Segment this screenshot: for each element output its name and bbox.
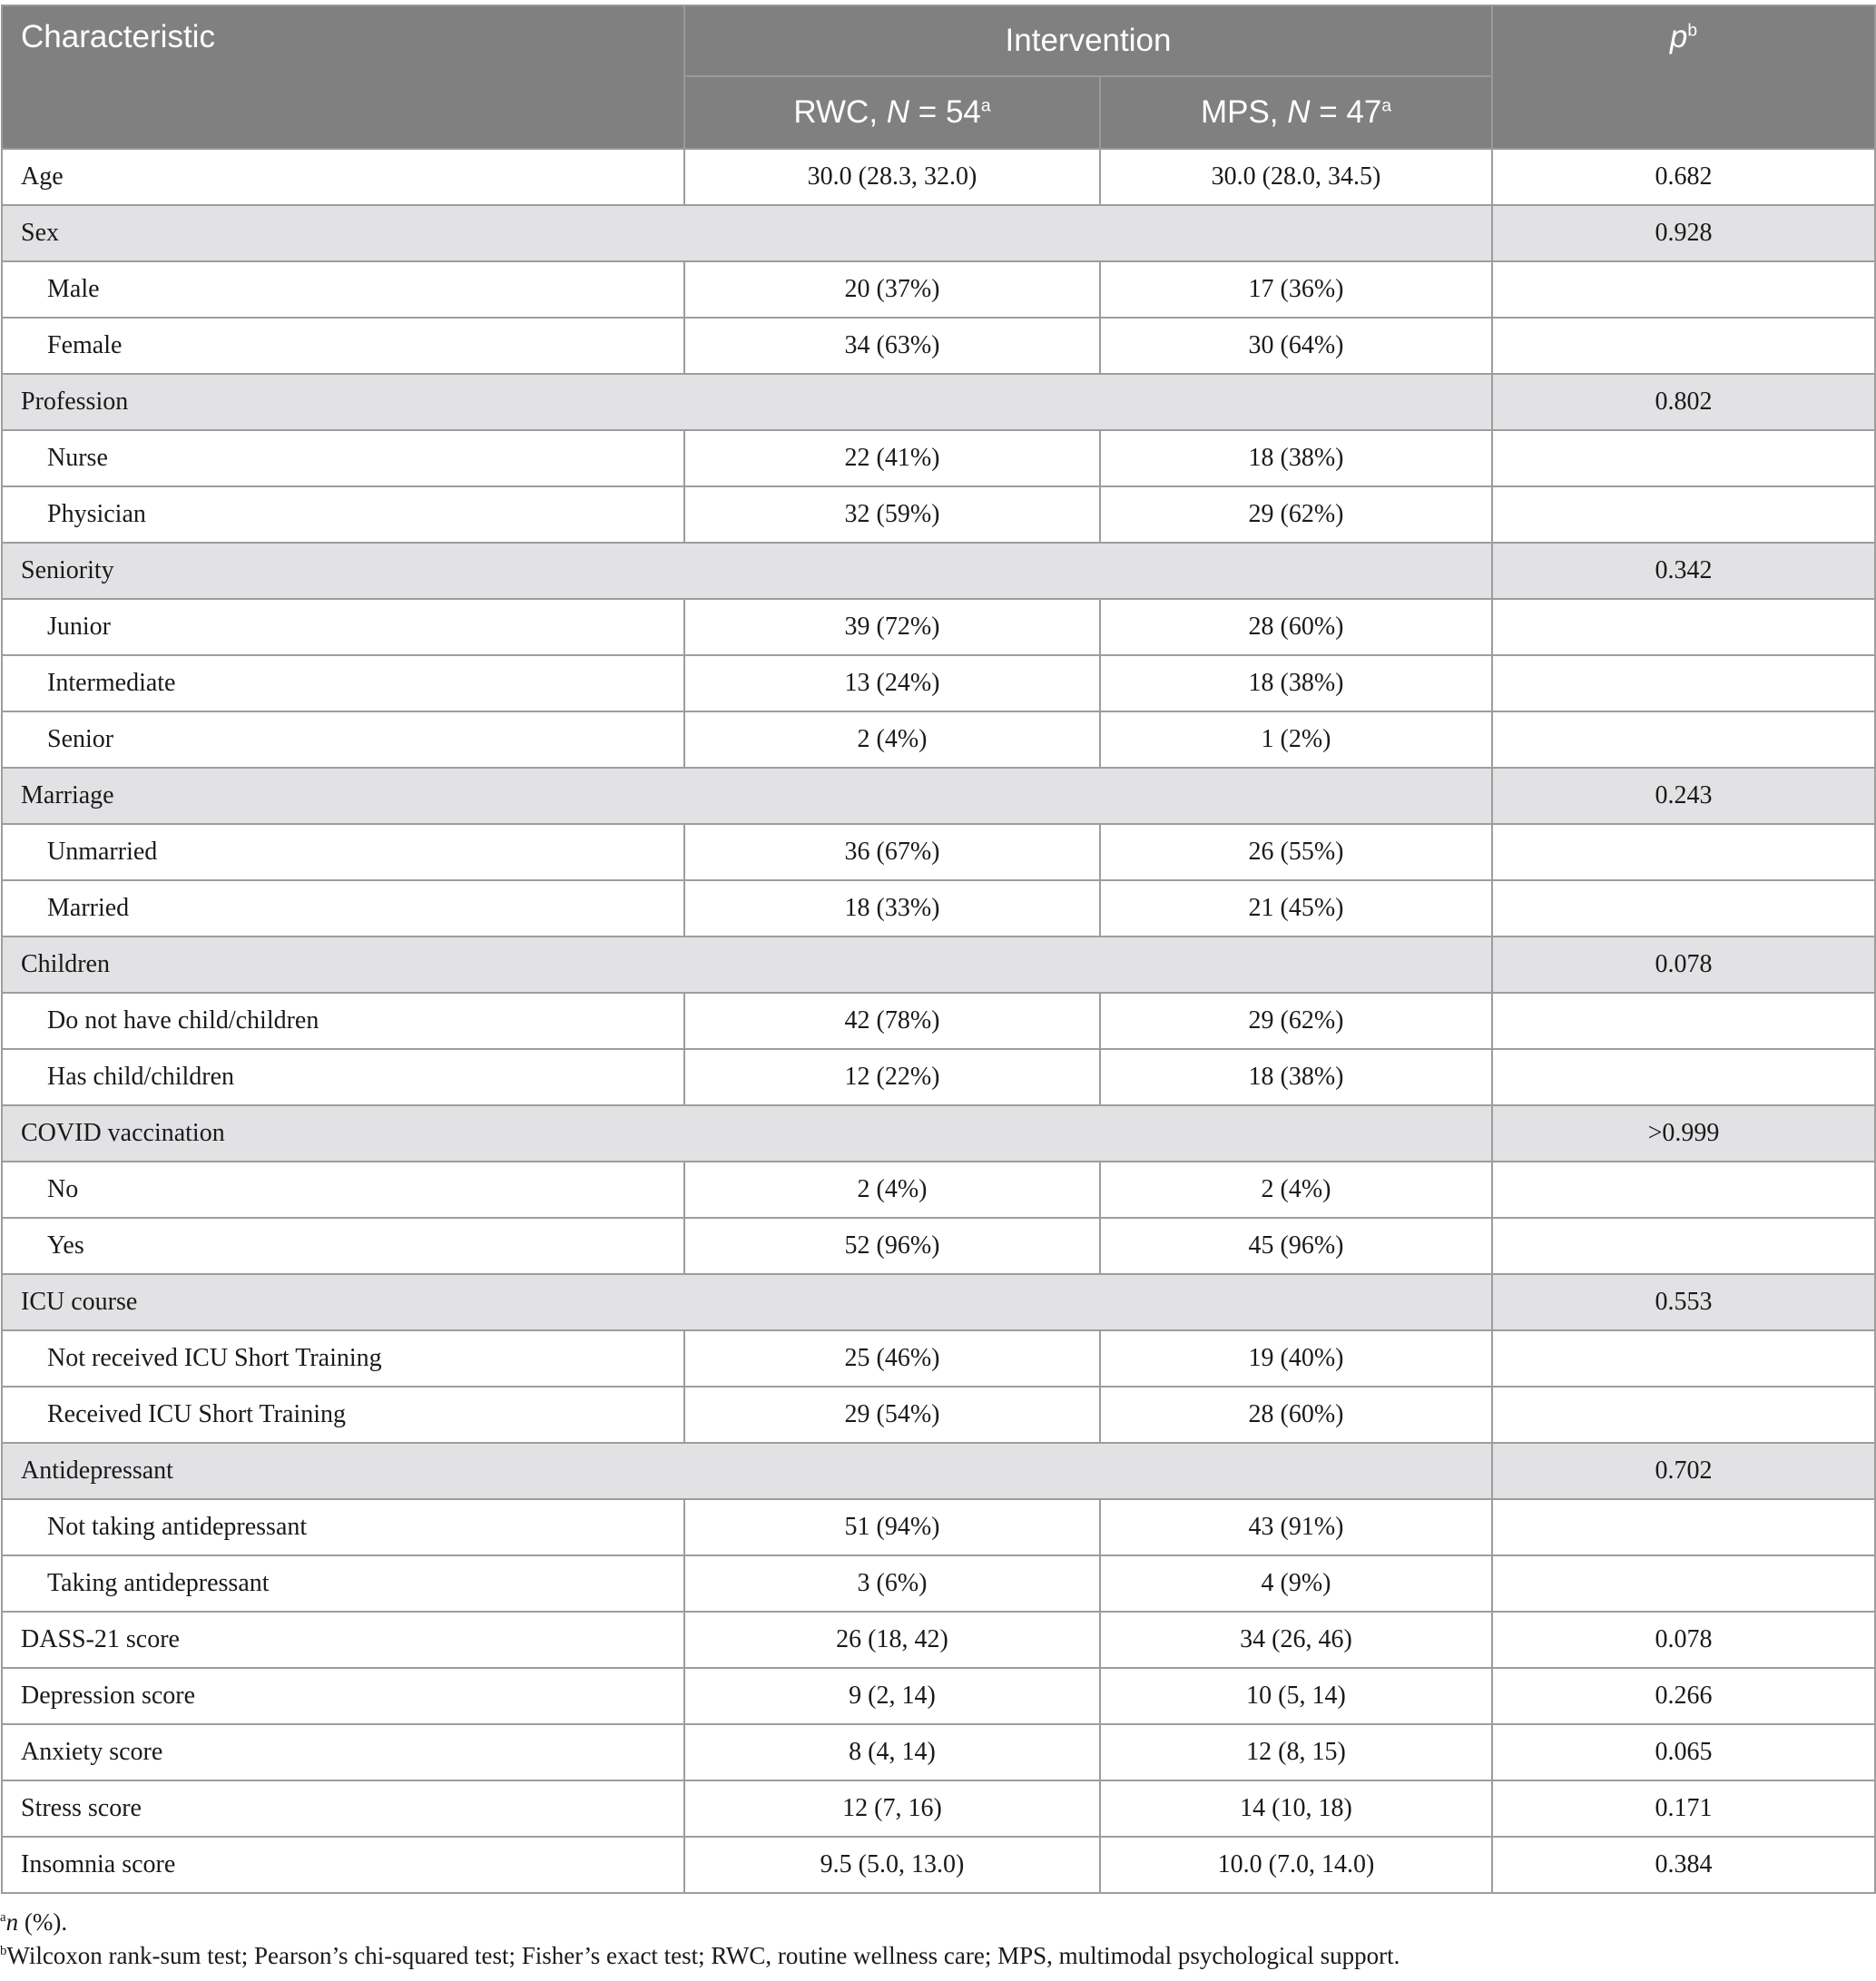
row-p-value: 0.243	[1492, 768, 1875, 824]
row-rwc-value: 52 (96%)	[684, 1218, 1100, 1274]
row-p-value	[1492, 1218, 1875, 1274]
row-p-value	[1492, 1162, 1875, 1218]
row-p-value	[1492, 1387, 1875, 1443]
row-rwc-value: 26 (18, 42)	[684, 1612, 1100, 1668]
header-rwc-n: N	[886, 94, 910, 131]
row-rwc-value: 30.0 (28.3, 32.0)	[684, 149, 1100, 205]
table-row	[2, 1612, 1875, 1668]
row-rwc-value: 29 (54%)	[684, 1387, 1100, 1443]
header-p-value	[1492, 5, 1875, 149]
row-label: Female	[2, 318, 684, 374]
row-mps-value: 10.0 (7.0, 14.0)	[1100, 1837, 1492, 1893]
row-mps-value: 28 (60%)	[1100, 1387, 1492, 1443]
header-mps-sup: a	[1381, 96, 1392, 116]
row-p-value	[1492, 261, 1875, 318]
row-label: Stress score	[2, 1780, 684, 1837]
footnotes	[0, 1906, 1870, 1973]
table-row	[2, 711, 1875, 768]
row-p-value	[1492, 318, 1875, 374]
row-label: Senior	[2, 711, 684, 768]
row-p-value	[1492, 430, 1875, 486]
footnote-b-text: Wilcoxon rank-sum test; Pearson’s chi-squared test; Fisher’s exact test; RWC, routine wellness care; MPS, multimodal psychological support.	[6, 1942, 1400, 1969]
table-group-row	[2, 374, 1875, 430]
row-label: Has child/children	[2, 1049, 684, 1105]
row-p-value	[1492, 486, 1875, 543]
row-label: Married	[2, 880, 684, 937]
row-label: Not taking antidepressant	[2, 1499, 684, 1555]
row-mps-value: 12 (8, 15)	[1100, 1724, 1492, 1780]
row-label: Junior	[2, 599, 684, 655]
table-group-row	[2, 543, 1875, 599]
row-rwc-value: 34 (63%)	[684, 318, 1100, 374]
row-mps-value: 18 (38%)	[1100, 430, 1492, 486]
row-rwc-value: 32 (59%)	[684, 486, 1100, 543]
row-mps-value: 21 (45%)	[1100, 880, 1492, 937]
table-row	[2, 261, 1875, 318]
row-label: Insomnia score	[2, 1837, 684, 1893]
row-rwc-value: 42 (78%)	[684, 993, 1100, 1049]
row-p-value: 0.171	[1492, 1780, 1875, 1837]
row-mps-value: 30 (64%)	[1100, 318, 1492, 374]
row-label: No	[2, 1162, 684, 1218]
table-row	[2, 318, 1875, 374]
row-mps-value: 29 (62%)	[1100, 486, 1492, 543]
row-mps-value: 30.0 (28.0, 34.5)	[1100, 149, 1492, 205]
header-rwc-value: = 54	[909, 94, 981, 131]
footnote-a-italic: n	[5, 1908, 19, 1936]
footnote-a	[0, 1906, 1870, 1939]
row-mps-value: 10 (5, 14)	[1100, 1668, 1492, 1724]
row-rwc-value: 3 (6%)	[684, 1555, 1100, 1612]
row-p-value	[1492, 993, 1875, 1049]
row-label: Yes	[2, 1218, 684, 1274]
footnote-b	[0, 1939, 1870, 1973]
row-mps-value: 26 (55%)	[1100, 824, 1492, 880]
row-p-value	[1492, 824, 1875, 880]
row-p-value: 0.384	[1492, 1837, 1875, 1893]
header-p-sup: b	[1687, 21, 1698, 41]
table-row	[2, 486, 1875, 543]
row-p-value	[1492, 1555, 1875, 1612]
row-rwc-value: 20 (37%)	[684, 261, 1100, 318]
table-row	[2, 599, 1875, 655]
row-rwc-value: 9.5 (5.0, 13.0)	[684, 1837, 1100, 1893]
row-label: Not received ICU Short Training	[2, 1330, 684, 1387]
table-row	[2, 1218, 1875, 1274]
header-mps-value: = 47	[1310, 94, 1382, 131]
row-mps-value: 18 (38%)	[1100, 655, 1492, 711]
row-label: Age	[2, 149, 684, 205]
row-p-value: 0.342	[1492, 543, 1875, 599]
row-rwc-value: 39 (72%)	[684, 599, 1100, 655]
table-row	[2, 1162, 1875, 1218]
row-p-value	[1492, 711, 1875, 768]
table-row	[2, 993, 1875, 1049]
row-label: Received ICU Short Training	[2, 1387, 684, 1443]
table-row	[2, 1330, 1875, 1387]
table-group-row	[2, 205, 1875, 261]
row-label: DASS-21 score	[2, 1612, 684, 1668]
table-row	[2, 1499, 1875, 1555]
table-row	[2, 430, 1875, 486]
row-p-value: 0.928	[1492, 205, 1875, 261]
table-group-row	[2, 768, 1875, 824]
row-mps-value: 17 (36%)	[1100, 261, 1492, 318]
header-characteristic: Characteristic	[2, 5, 684, 149]
header-p-label: p	[1669, 19, 1688, 54]
row-mps-value: 29 (62%)	[1100, 993, 1492, 1049]
row-label: Taking antidepressant	[2, 1555, 684, 1612]
row-p-value: 0.065	[1492, 1724, 1875, 1780]
row-label: Sex	[2, 205, 1492, 261]
row-p-value	[1492, 1330, 1875, 1387]
row-label: Depression score	[2, 1668, 684, 1724]
table-row	[2, 1780, 1875, 1837]
footnote-b-mark: b	[0, 1944, 7, 1958]
table-row	[2, 1668, 1875, 1724]
row-rwc-value: 51 (94%)	[684, 1499, 1100, 1555]
row-p-value: >0.999	[1492, 1105, 1875, 1162]
table-group-row	[2, 1274, 1875, 1330]
row-rwc-value: 22 (41%)	[684, 430, 1100, 486]
row-p-value	[1492, 1499, 1875, 1555]
header-mps-prefix: MPS,	[1200, 94, 1288, 131]
row-mps-value: 1 (2%)	[1100, 711, 1492, 768]
row-rwc-value: 25 (46%)	[684, 1330, 1100, 1387]
row-label: Profession	[2, 374, 1492, 430]
row-p-value: 0.078	[1492, 1612, 1875, 1668]
table-group-row	[2, 1443, 1875, 1499]
row-rwc-value: 12 (7, 16)	[684, 1780, 1100, 1837]
header-intervention: Intervention	[684, 5, 1492, 76]
row-mps-value: 2 (4%)	[1100, 1162, 1492, 1218]
row-label: Physician	[2, 486, 684, 543]
row-mps-value: 14 (10, 18)	[1100, 1780, 1492, 1837]
row-rwc-value: 36 (67%)	[684, 824, 1100, 880]
row-p-value: 0.682	[1492, 149, 1875, 205]
footnote-a-text: (%).	[18, 1908, 68, 1936]
row-rwc-value: 2 (4%)	[684, 711, 1100, 768]
row-mps-value: 19 (40%)	[1100, 1330, 1492, 1387]
header-rwc-sup: a	[980, 96, 991, 116]
row-p-value: 0.078	[1492, 937, 1875, 993]
row-label: Nurse	[2, 430, 684, 486]
row-mps-value: 45 (96%)	[1100, 1218, 1492, 1274]
row-label: ICU course	[2, 1274, 1492, 1330]
row-mps-value: 34 (26, 46)	[1100, 1612, 1492, 1668]
table-row	[2, 824, 1875, 880]
row-p-value	[1492, 1049, 1875, 1105]
footnote-a-mark: a	[0, 1910, 6, 1925]
header-rwc	[684, 76, 1100, 149]
table-body	[2, 149, 1875, 1893]
row-label: Children	[2, 937, 1492, 993]
row-p-value: 0.266	[1492, 1668, 1875, 1724]
header-mps-n: N	[1287, 94, 1311, 131]
row-p-value: 0.702	[1492, 1443, 1875, 1499]
row-p-value: 0.802	[1492, 374, 1875, 430]
row-mps-value: 28 (60%)	[1100, 599, 1492, 655]
table-row	[2, 1837, 1875, 1893]
row-rwc-value: 18 (33%)	[684, 880, 1100, 937]
table-row	[2, 1387, 1875, 1443]
row-label: Do not have child/children	[2, 993, 684, 1049]
row-rwc-value: 9 (2, 14)	[684, 1668, 1100, 1724]
row-p-value	[1492, 880, 1875, 937]
table-row	[2, 880, 1875, 937]
row-mps-value: 18 (38%)	[1100, 1049, 1492, 1105]
row-rwc-value: 12 (22%)	[684, 1049, 1100, 1105]
row-p-value	[1492, 599, 1875, 655]
table-group-row	[2, 1105, 1875, 1162]
table-row	[2, 149, 1875, 205]
row-p-value: 0.553	[1492, 1274, 1875, 1330]
row-label: Seniority	[2, 543, 1492, 599]
characteristics-table	[1, 5, 1876, 1894]
row-label: Marriage	[2, 768, 1492, 824]
row-label: Antidepressant	[2, 1443, 1492, 1499]
row-label: COVID vaccination	[2, 1105, 1492, 1162]
row-label: Anxiety score	[2, 1724, 684, 1780]
table-row	[2, 1724, 1875, 1780]
table-row	[2, 655, 1875, 711]
row-mps-value: 43 (91%)	[1100, 1499, 1492, 1555]
header-rwc-prefix: RWC,	[793, 94, 887, 131]
table-row	[2, 1049, 1875, 1105]
row-p-value	[1492, 655, 1875, 711]
row-mps-value: 4 (9%)	[1100, 1555, 1492, 1612]
row-label: Intermediate	[2, 655, 684, 711]
header-mps	[1100, 76, 1492, 149]
row-rwc-value: 13 (24%)	[684, 655, 1100, 711]
row-rwc-value: 2 (4%)	[684, 1162, 1100, 1218]
row-label: Male	[2, 261, 684, 318]
row-label: Unmarried	[2, 824, 684, 880]
table-header	[2, 5, 1875, 149]
row-rwc-value: 8 (4, 14)	[684, 1724, 1100, 1780]
table-row	[2, 1555, 1875, 1612]
table-group-row	[2, 937, 1875, 993]
